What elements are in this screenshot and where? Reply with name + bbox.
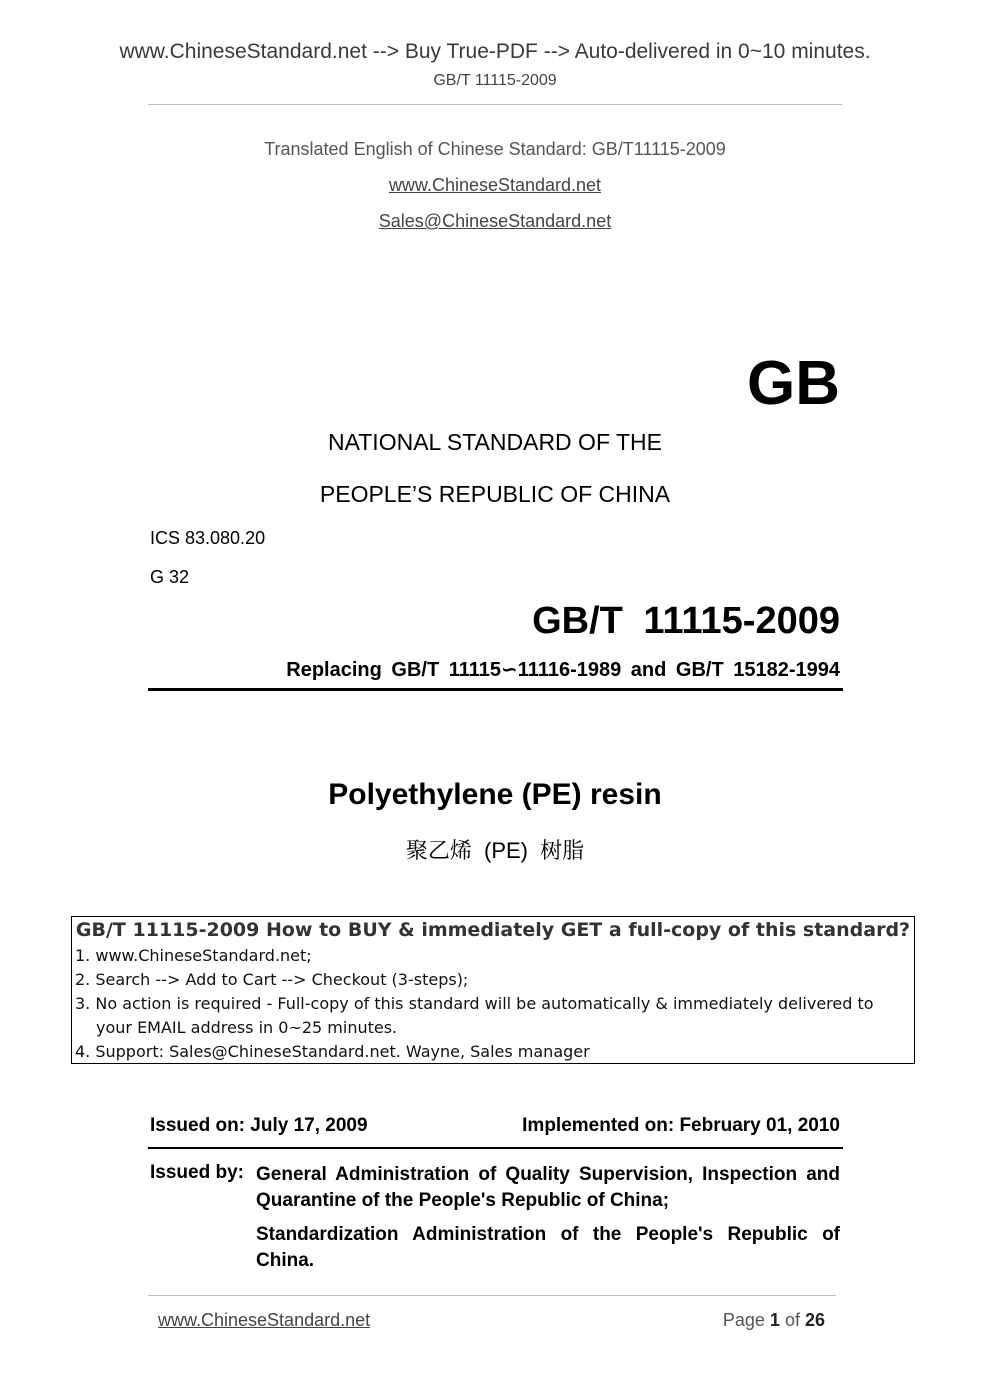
standard-title-english: Polyethylene (PE) resin	[328, 778, 662, 811]
website-link[interactable]: www.ChineseStandard.net	[388, 175, 602, 195]
title-divider	[148, 688, 843, 691]
page-total: 26	[804, 1310, 825, 1330]
issue-divider	[148, 1147, 843, 1149]
page-prefix: Page	[722, 1310, 765, 1330]
page-current: 1	[769, 1310, 780, 1330]
email-link-wrap	[0, 211, 990, 232]
replacing-standards: Replacing GB/T 11115∽11116-1989 and GB/T 15182-1994	[286, 659, 840, 681]
footer-website-link[interactable]: www.ChineseStandard.net	[158, 1310, 371, 1330]
issuer-aqsiq-line1: General Administration of Quality Supervision, Inspection and	[256, 1164, 840, 1185]
email-link[interactable]: Sales@ChineseStandard.net	[378, 211, 612, 231]
gb-logo: GB	[747, 349, 840, 418]
page-number	[723, 1310, 825, 1331]
national-standard-line2: PEOPLE’S REPUBLIC OF CHINA	[319, 481, 671, 507]
national-standard-line1: NATIONAL STANDARD OF THE	[328, 429, 662, 455]
buy-step-3-continued: your EMAIL address in 0~25 minutes.	[96, 1018, 398, 1037]
standard-title-chinese: 聚乙烯 (PE) 树脂	[405, 838, 585, 863]
header-divider	[148, 104, 842, 105]
buy-step-3: 3. No action is required - Full-copy of this standard will be automatically & immediately delivered to	[75, 994, 874, 1013]
issued-by-label: Issued by:	[150, 1162, 244, 1183]
website-link-wrap	[0, 175, 990, 196]
issued-on-date: Issued on: July 17, 2009	[150, 1115, 368, 1136]
issuer-aqsiq-line2: Quarantine of the People's Republic of China;	[256, 1190, 670, 1211]
ics-code: ICS 83.080.20	[150, 528, 266, 548]
buy-step-2: 2. Search --> Add to Cart --> Checkout (3-steps);	[75, 970, 469, 989]
ccs-code: G 32	[150, 567, 190, 587]
issuer-aqsiq	[256, 1162, 840, 1214]
header-standard-code: GB/T 11115-2009	[433, 72, 557, 89]
issuer-sac: Standardization Administration of the People's Republic of China.	[256, 1224, 840, 1271]
footer-divider	[148, 1295, 836, 1296]
buy-step-4: 4. Support: Sales@ChineseStandard.net. Wayne, Sales manager	[75, 1042, 590, 1061]
how-to-buy-box	[71, 916, 915, 1064]
implemented-on-date: Implemented on: February 01, 2010	[522, 1115, 840, 1136]
buy-step-1[interactable]: 1. www.ChineseStandard.net;	[75, 946, 312, 965]
standard-number: GB/T 11115-2009	[532, 600, 840, 642]
page-of: of	[784, 1310, 800, 1330]
translated-title: Translated English of Chinese Standard: GB/T11115-2009	[264, 139, 726, 159]
header-banner: www.ChineseStandard.net --> Buy True-PDF --> Auto-delivered in 0~10 minutes.	[119, 40, 871, 63]
how-to-buy-heading: GB/T 11115-2009 How to BUY & immediately GET a full-copy of this standard?	[75, 919, 911, 941]
